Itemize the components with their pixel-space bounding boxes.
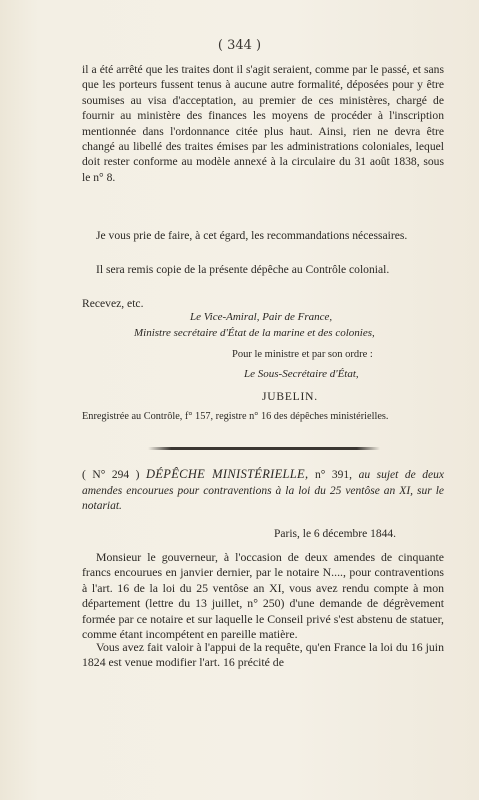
dispatch-no: n° 391, — [314, 469, 352, 481]
deputy-order-line: Pour le ministre et par son ordre : — [232, 349, 373, 360]
paragraph-requete: Vous avez fait valoir à l'appui de la requête, qu'en France la loi du 16 juin 1824 est venue modifier l'art. 16 précité de — [82, 640, 444, 670]
registration-note: Enregistrée au Contrôle, f° 157, registre n° 16 des dépêches ministérielles. — [82, 411, 389, 422]
paragraph-traites: il a été arrêté que les traites dont il s'agit seraient, comme par le passé, et sans que les porteurs fussent tenus à aucune autre formalité, déposées pour y être soumises au visa d'acceptation, au premier de ces ministères, chargé de fournir au ministère des finances les moyens de procéder à l'inscription mentionnée dans l'ordonnance citée plus haut. Ainsi, rien ne devra être changé au libellé des traites émises par les administrations coloniales, lequel doit rester conforme au modèle annexé à la circulaire du 31 août 1838, sous le n° 8. — [82, 63, 444, 184]
dateline: Paris, le 6 décembre 1844. — [274, 528, 396, 540]
minister-office: Ministre secrétaire d'État de la marine et des colonies, — [134, 327, 375, 339]
dispatch-subject: au sujet de deux amendes encourues pour contraventions à la loi du 25 ventôse an XI, sur le notariat. — [82, 469, 445, 512]
paragraph-gouverneur: Monsieur le gouverneur, à l'occasion de deux amendes de cinquante francs encourues en janvier dernier, par le notaire N...., pour contraventions à l'art. 16 de la loi du 25 ventôse an XI, vous avez rendu compte à mon département (lettre du 13 juillet, n° 250) d'une demande de dégrèvement formée par ce notaire et sur laquelle le Conseil privé s'est abstenu de statuer, comme étant incompétent en pareille matière. — [82, 550, 444, 642]
minister-title: Le Vice-Amiral, Pair de France, — [190, 311, 333, 323]
paragraph-recommandations: Je vous prie de faire, à cet égard, les recommandations nécessaires. — [96, 229, 408, 242]
paragraph-copie: Il sera remis copie de la présente dépêche au Contrôle colonial. — [96, 263, 390, 276]
section-divider — [148, 447, 380, 450]
dispatch-heading — [82, 467, 444, 515]
dispatch-title: DÉPÊCHE MINISTÉRIELLE, — [146, 467, 309, 481]
deputy-name: JUBELIN. — [262, 391, 318, 403]
page-number: ( 344 ) — [217, 38, 262, 53]
dispatch-number: ( N° 294 ) — [82, 469, 140, 481]
deputy-title: Le Sous-Secrétaire d'État, — [244, 368, 359, 380]
paragraph-recevez: Recevez, etc. — [82, 297, 144, 310]
